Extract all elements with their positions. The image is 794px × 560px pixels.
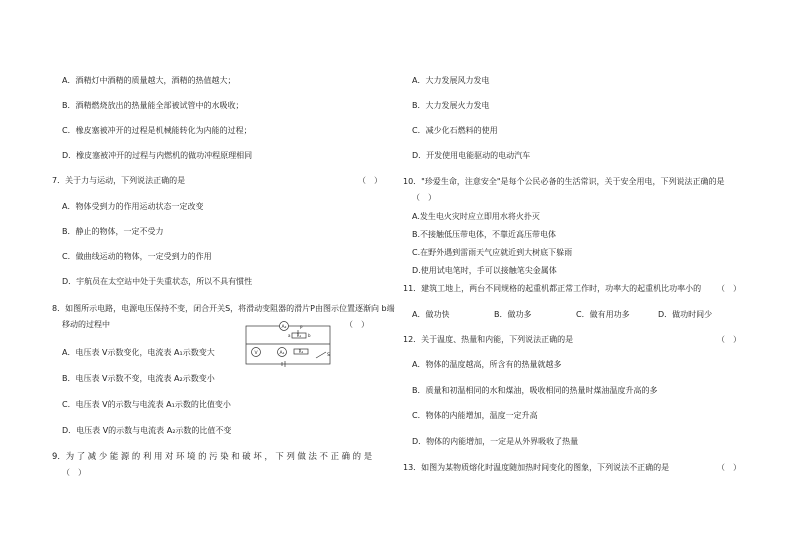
circuit-label-a2: A₂	[281, 325, 287, 330]
q10-option-d: D.使用试电笔时，手可以接触笔尖金属体	[412, 266, 557, 275]
circuit-label-p: P	[300, 325, 303, 330]
q6-option-b: B．酒精燃烧放出的热量能全部被试管中的水吸收；	[62, 101, 244, 110]
q11-stem: 11．建筑工地上，两台不同规格的起重机都正常工作时，功率大的起重机比功率小的	[403, 284, 702, 293]
circuit-label-r2: R₂	[298, 349, 304, 354]
q7-option-b: B．静止的物体，一定不受力	[62, 227, 164, 236]
q8-option-a: A．电压表 V示数变化，电流表 A₁示数变大	[62, 348, 215, 357]
q8-stem-line2: 移动的过程中	[62, 320, 110, 329]
circuit-label-a: a	[288, 333, 291, 338]
q12-option-b: B．质量和初温相同的水和煤油，吸收相同的热量时煤油温度升高的多	[412, 386, 658, 395]
circuit-label-a1: A₁	[279, 351, 285, 356]
q11-option-c: C．做有用功多	[576, 310, 630, 319]
q7-option-a: A．物体受到力的作用运动状态一定改变	[62, 202, 204, 211]
q8-answer-paren: （ ）	[345, 320, 369, 329]
q9-option-d: D．开发使用电能驱动的电动汽车	[412, 151, 531, 160]
circuit-label-r1: R₁	[296, 333, 302, 338]
q11-option-a: A．做功快	[412, 310, 450, 319]
q8-option-b: B．电压表 V示数不变，电流表 A₂示数变小	[62, 374, 215, 383]
q10-stem: 10．"珍爱生命，注意安全"是每个公民必备的生活常识，关于安全用电，下列说法正确的是	[403, 177, 725, 186]
q7-answer-paren: （ ）	[358, 176, 382, 185]
q12-answer-paren: （ ）	[717, 335, 741, 344]
q7-option-c: C．做曲线运动的物体，一定受到力的作用	[62, 252, 212, 261]
q9-stem: 9．为 了 减 少 能 源 的 利 用 对 环 境 的 污 染 和 破 坏 ， 下 列 做 法 不 正 确 的 是	[52, 451, 373, 461]
q12-stem: 12．关于温度、热量和内能，下列说法正确的是	[403, 335, 574, 344]
q9-option-b: B．大力发展火力发电	[412, 101, 490, 110]
q11-option-b: B．做功多	[494, 310, 532, 319]
q13-answer-paren: （ ）	[717, 463, 741, 472]
q6-option-a: A．酒精灯中酒精的质量越大，酒精的热值越大；	[62, 76, 236, 85]
q9-option-a: A．大力发展风力发电	[412, 76, 490, 85]
q10-option-b: B.不接触低压带电体，不靠近高压带电体	[412, 230, 557, 239]
q8-stem-line1: 8．如图所示电路，电源电压保持不变，闭合开关S，将滑动变阻器的滑片P由图示位置逐渐向 b端	[52, 304, 395, 313]
q11-option-d: D．做功时间少	[658, 310, 713, 319]
q6-option-d: D．橡皮塞被冲开的过程与内燃机的做功冲程原理相同	[62, 151, 253, 160]
q10-option-c: C.在野外遇到雷雨天气应就近到大树底下躲雨	[412, 248, 573, 257]
q8-option-d: D．电压表 V的示数与电流表 A₂示数的比值不变	[62, 426, 232, 435]
q12-option-d: D．物体的内能增加，一定是从外界吸收了热量	[412, 437, 579, 446]
circuit-label-v: V	[254, 351, 258, 356]
circuit-diagram	[238, 318, 338, 370]
q10-answer-paren: （ ）	[412, 193, 436, 202]
q9-answer-paren: （ ）	[62, 468, 86, 477]
q13-stem: 13．如图为某物质熔化时温度随加热时间变化的图象，下列说法不正确的是	[403, 463, 670, 472]
q6-option-c: C．橡皮塞被冲开的过程是机械能转化为内能的过程；	[62, 126, 252, 135]
circuit-label-s: S	[327, 353, 330, 358]
q12-option-c: C．物体的内能增加，温度一定升高	[412, 411, 538, 420]
q10-option-a: A.发生电火灾时应立即用水将火扑灭	[412, 212, 540, 221]
q7-option-d: D．宇航员在太空站中处于失重状态，所以不具有惯性	[62, 277, 253, 286]
q9-option-c: C．减少化石燃料的使用	[412, 126, 498, 135]
q12-option-a: A．物体的温度越高，所含有的热量就越多	[412, 360, 562, 369]
q8-option-c: C．电压表 V的示数与电流表 A₁示数的比值变小	[62, 400, 231, 409]
circuit-label-b: b	[308, 333, 311, 338]
switch-icon	[316, 352, 326, 358]
q7-stem: 7．关于力与运动，下列说法正确的是	[52, 176, 186, 185]
q11-answer-paren: （ ）	[717, 284, 741, 293]
